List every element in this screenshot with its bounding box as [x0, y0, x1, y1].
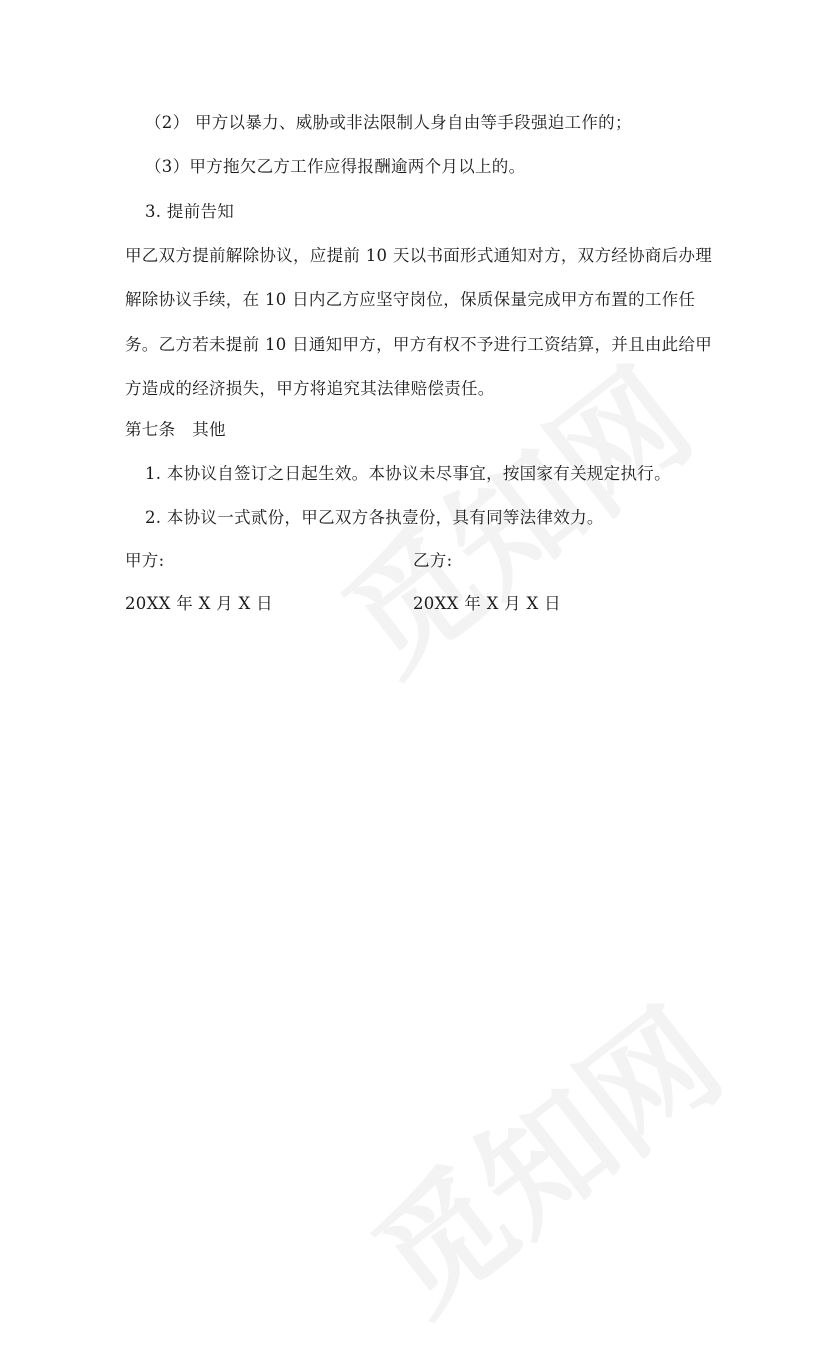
section-heading-advance-notice: 3. 提前告知: [145, 202, 235, 221]
party-b-label: 乙方:: [413, 551, 453, 570]
paragraph-line: 务。乙方若未提前 10 日通知甲方，甲方有权不予进行工资结算，并且由此给甲: [125, 335, 713, 354]
list-item: 2. 本协议一式贰份，甲乙双方各执壹份，具有同等法律效力。: [145, 508, 604, 527]
party-b-date: 20XX 年 X 月 X 日: [413, 594, 561, 613]
paragraph-line: 解除协议手续，在 10 日内乙方应坚守岗位，保质保量完成甲方布置的工作任: [125, 290, 696, 309]
party-a-label: 甲方:: [125, 551, 165, 570]
paragraph-line: 甲乙双方提前解除协议，应提前 10 天以书面形式通知对方，双方经协商后办理: [125, 246, 713, 265]
paragraph-line: 方造成的经济损失，甲方将追究其法律赔偿责任。: [125, 379, 495, 398]
party-a-date: 20XX 年 X 月 X 日: [125, 594, 273, 613]
watermark: [330, 960, 752, 1347]
clause-item-3: （3）甲方拖欠乙方工作应得报酬逾两个月以上的。: [145, 157, 526, 176]
article-heading-other: 第七条 其他: [125, 420, 226, 439]
clause-item-2: （2） 甲方以暴力、威胁或非法限制人身自由等手段强迫工作的；: [145, 113, 632, 132]
list-item: 1. 本协议自签订之日起生效。本协议未尽事宜，按国家有关规定执行。: [145, 464, 671, 483]
